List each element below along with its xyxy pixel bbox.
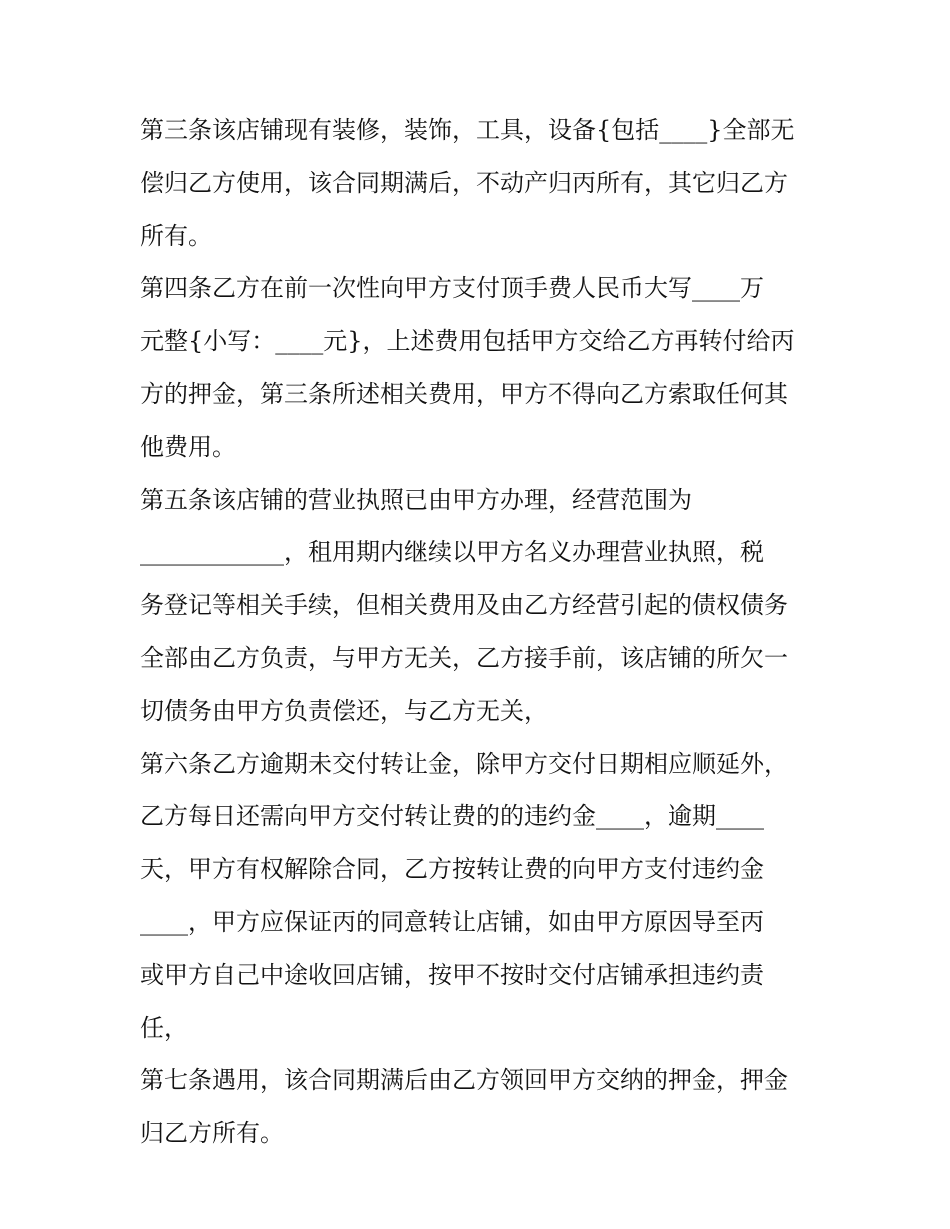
text-line: 所有。 — [140, 221, 212, 250]
document-body — [140, 104, 820, 1160]
text-line: 第四条乙方在前一次性向甲方支付顶手费人民币大写____万 — [140, 274, 764, 303]
text-line: ____，甲方应保证丙的同意转让店铺，如由甲方原因导至丙 — [140, 907, 764, 936]
text-line: 任， — [140, 1013, 188, 1042]
text-line: 第五条该店铺的营业执照已由甲方办理，经营范围为 — [140, 485, 692, 514]
text-line: 偿归乙方使用，该合同期满后，不动产归丙所有，其它归乙方 — [140, 168, 788, 197]
text-line: ____________，租用期内继续以甲方名义办理营业执照，税 — [140, 538, 764, 567]
text-line: 第七条遇用，该合同期满后由乙方领回甲方交纳的押金，押金 — [140, 1066, 788, 1095]
text-line: 全部由乙方负责，与甲方无关，乙方接手前，该店铺的所欠一 — [140, 643, 788, 672]
text-line: 元整{小写：____元}，上述费用包括甲方交给乙方再转付给丙 — [140, 327, 795, 356]
text-line: 天，甲方有权解除合同，乙方按转让费的向甲方支付违约金 — [140, 855, 764, 884]
text-line: 第六条乙方逾期未交付转让金，除甲方交付日期相应顺延外， — [140, 749, 788, 778]
text-line: 归乙方所有。 — [140, 1119, 284, 1148]
text-line: 切债务由甲方负责偿还，与乙方无关， — [140, 696, 548, 725]
text-line: 乙方每日还需向甲方交付转让费的的违约金____，逾期____ — [140, 802, 764, 831]
text-line: 务登记等相关手续，但相关费用及由乙方经营引起的债权债务 — [140, 591, 788, 620]
text-line: 或甲方自己中途收回店铺，按甲不按时交付店铺承担违约责 — [140, 960, 764, 989]
text-line: 方的押金，第三条所述相关费用，甲方不得向乙方索取任何其 — [140, 379, 788, 408]
text-line: 他费用。 — [140, 432, 236, 461]
text-line: 第三条该店铺现有装修，装饰，工具，设备{包括____}全部无 — [140, 116, 795, 144]
